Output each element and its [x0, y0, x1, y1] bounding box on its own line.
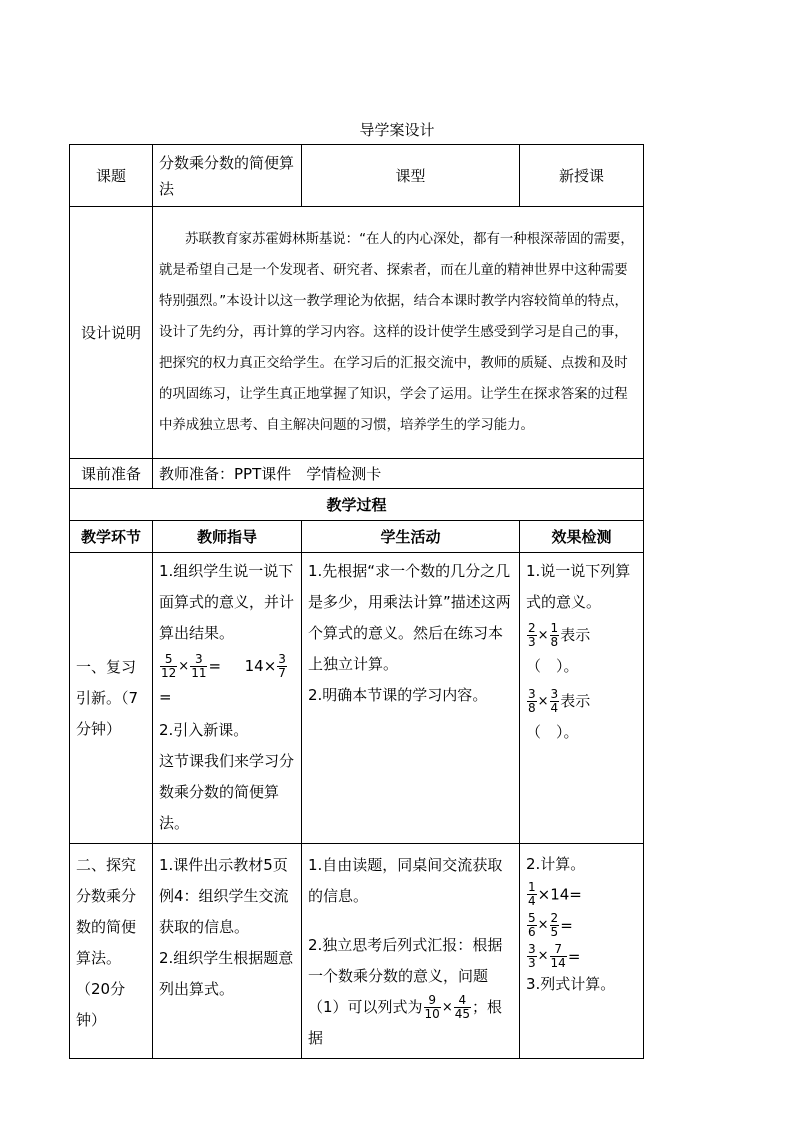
- student-cell: [302, 553, 520, 844]
- process-title: 教学过程: [70, 489, 644, 521]
- fraction: $\frac{3}{4}$: [550, 687, 559, 715]
- check-cell: [520, 553, 644, 844]
- column-header: 效果检测: [520, 521, 644, 553]
- student-cell: [302, 844, 520, 1059]
- type-label: 课型: [302, 145, 520, 207]
- prep-row: [70, 459, 644, 489]
- column-header-row: [70, 521, 644, 553]
- check-text: 1.说一说下列算式的意义。: [526, 562, 631, 611]
- table-row: [70, 844, 644, 1059]
- teacher-text: 1.组织学生说一说下面算式的意义，并计算出结果。: [159, 562, 295, 642]
- check-text: 2.计算。: [526, 855, 586, 873]
- stage-cell: 二、探究分数乘分数的简便算法。（20分钟）: [70, 844, 153, 1059]
- student-text: 2.明确本节课的学习内容。: [308, 686, 488, 704]
- fraction: $\frac{7}{14}$: [550, 942, 566, 970]
- document-title: 导学案设计: [359, 121, 435, 139]
- fraction: $\frac{1}{4}$: [528, 880, 536, 908]
- fraction: $\frac{2}{5}$: [550, 911, 559, 939]
- fraction: $\frac{3}{7}$: [278, 652, 286, 680]
- table-row: [70, 553, 644, 844]
- design-label: 设计说明: [70, 207, 153, 459]
- student-text: 1.自由读题，同桌间交流获取的信息。: [308, 856, 503, 905]
- column-header: 教学环节: [70, 521, 153, 553]
- column-header: 学生活动: [302, 521, 520, 553]
- stage-cell: 一、复习引新。（7分钟）: [70, 553, 153, 844]
- fraction: $\frac{3}{11}$: [191, 652, 207, 680]
- check-cell: [520, 844, 644, 1059]
- teacher-cell: [153, 844, 302, 1059]
- topic-value: 分数乘分数的简便算法: [153, 145, 302, 207]
- fraction: $\frac{4}{45}$: [454, 993, 471, 1021]
- student-text: 1.先根据“求一个数的几分之几是多少，用乘法计算”描述这两个算式的意义。然后在练习本上独立计算。: [308, 562, 511, 673]
- fraction: $\frac{5}{12}$: [161, 652, 177, 680]
- fraction: $\frac{9}{10}$: [424, 993, 440, 1021]
- formula-line: $\frac{5}{6}$ × $\frac{2}{5}$ =: [528, 911, 573, 939]
- teacher-text: 这节课我们来学习分数乘分数的简便算法。: [159, 752, 295, 832]
- type-value: 新授课: [520, 145, 644, 207]
- fraction: $\frac{2}{3}$: [528, 621, 536, 649]
- topic-label: 课题: [70, 145, 153, 207]
- design-text: 苏联教育家苏霍姆林斯基说：“在人的内心深处，都有一种根深蒂固的需要，就是希望自己是一个发现者、研究者、探索者，而在儿童的精神世界中这种需要特别强烈。”本设计以这一教学理论为依据，结合本课时教学内容较简单的特点，设计了先约分，再计算的学习内容。这样的设计使学生感受到学习是自己的事，把探究的权力真正交给学生。在学习后的汇报交流中，教师的质疑、点拨和及时的巩固练习，让学生真正地掌握了知识，学会了运用。让学生在探求答案的过程中养成独立思考、自主解决问题的习惯，培养学生的学习能力。: [153, 207, 644, 459]
- prep-label: 课前准备: [70, 459, 153, 489]
- student-text: 2.独立思考后列式汇报：根据一个数乘分数的意义，问题: [308, 936, 503, 985]
- teacher-text: 2.引入新课。: [159, 721, 249, 739]
- column-header: 教师指导: [153, 521, 302, 553]
- formula-line: $\frac{1}{4}$ ×14=: [528, 880, 582, 908]
- fraction: $\frac{5}{6}$: [528, 911, 536, 939]
- check-text: 3.列式计算。: [526, 975, 616, 993]
- lesson-plan-table: [69, 144, 644, 1059]
- formula-line: $\frac{3}{8}$ × $\frac{3}{4}$ 表示（ ）。: [526, 687, 591, 741]
- formula-line: （1）可以列式为 $\frac{9}{10}$ × $\frac{4}{45}$ ；根据: [308, 993, 503, 1047]
- teacher-text: 2.组织学生根据题意列出算式。: [159, 949, 294, 998]
- design-row: [70, 207, 644, 459]
- formula-line: $\frac{5}{12}$ × $\frac{3}{11}$ = 14× $\frac{3}{7}$ =: [159, 652, 286, 706]
- header-row: [70, 145, 644, 207]
- teacher-text: 1.课件出示教材5页例4：组织学生交流获取的信息。: [159, 856, 289, 936]
- fraction: $\frac{1}{8}$: [550, 621, 559, 649]
- formula-line: $\frac{2}{3}$ × $\frac{1}{8}$ 表示（ ）。: [526, 621, 591, 675]
- formula-line: $\frac{3}{3}$ × $\frac{7}{14}$ =: [528, 942, 581, 970]
- teacher-cell: [153, 553, 302, 844]
- prep-text: 教师准备：PPT课件 学情检测卡: [153, 459, 644, 489]
- fraction: $\frac{3}{8}$: [528, 687, 536, 715]
- fraction: $\frac{3}{3}$: [528, 942, 536, 970]
- process-title-row: [70, 489, 644, 521]
